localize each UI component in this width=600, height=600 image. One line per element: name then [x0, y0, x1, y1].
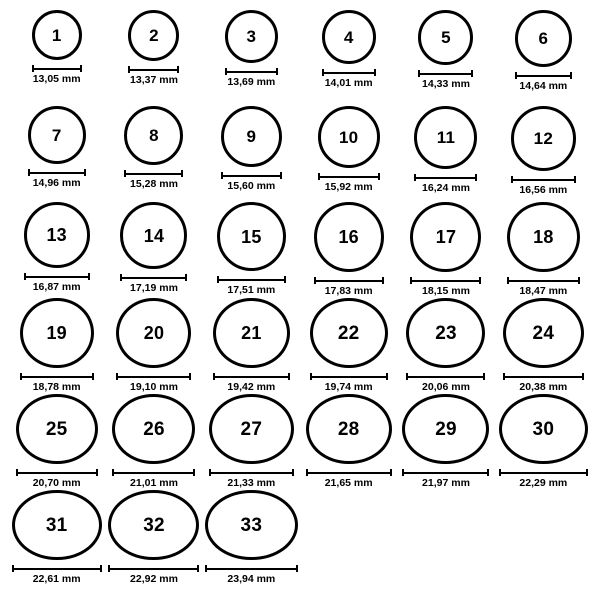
- ring-diameter-label: 22,92 mm: [130, 573, 178, 586]
- ring-size-cell: [8, 394, 105, 490]
- ring-circle: [217, 202, 286, 271]
- ring-size-number: 31: [45, 514, 68, 536]
- measure-bar-icon: [414, 174, 477, 181]
- ring-size-cell: [203, 106, 300, 202]
- ring-diameter-label: 13,37 mm: [130, 74, 178, 86]
- ring-size-cell: [300, 298, 397, 394]
- ring-diameter-label: 17,83 mm: [324, 285, 373, 297]
- measure-line: [418, 73, 473, 75]
- ring-size-number: 33: [240, 514, 263, 536]
- ring-size-number: 5: [441, 28, 451, 47]
- measure-line: [116, 376, 191, 378]
- ring-size-number: 2: [149, 26, 159, 45]
- ring-diameter-label: 22,29 mm: [519, 477, 568, 490]
- ring-measure: [28, 169, 86, 190]
- ring-circle: [318, 106, 380, 168]
- ring-diameter-label: 21,01 mm: [130, 477, 178, 490]
- ring-size-cell: [397, 394, 494, 490]
- ring-size-cell: [203, 490, 300, 586]
- ring-circle: [20, 298, 94, 368]
- ring-size-cell: [300, 10, 397, 106]
- ring-circle: [310, 298, 388, 368]
- measure-bar-icon: [116, 373, 191, 380]
- measure-line: [515, 75, 572, 77]
- ring-diameter-label: 21,65 mm: [324, 477, 373, 490]
- ring-diameter-label: 16,24 mm: [422, 182, 470, 194]
- ring-size-cell: [203, 202, 300, 298]
- ring-circle: [418, 10, 473, 65]
- measure-bar-icon: [499, 469, 588, 476]
- ring-circle: [124, 106, 183, 165]
- ring-diameter-label: 20,06 mm: [422, 381, 470, 394]
- ring-size-number: 28: [337, 418, 360, 440]
- ring-diameter-label: 21,97 mm: [422, 477, 470, 490]
- ring-measure: [217, 276, 286, 297]
- ring-size-cell: [397, 106, 494, 202]
- ring-diameter-label: 18,78 mm: [32, 381, 81, 394]
- measure-bar-icon: [322, 69, 376, 76]
- ring-circle: [221, 106, 282, 167]
- ring-size-number: 7: [51, 125, 62, 145]
- ring-size-cell: [397, 10, 494, 106]
- ring-size-cell: [8, 202, 105, 298]
- ring-circle: [402, 394, 489, 464]
- measure-line: [12, 568, 102, 570]
- ring-measure: [225, 68, 278, 89]
- measure-bar-icon: [20, 373, 94, 380]
- ring-diameter-label: 13,69 mm: [227, 76, 276, 88]
- ring-size-number: 16: [338, 227, 359, 247]
- measure-line: [205, 568, 298, 570]
- measure-line: [414, 177, 477, 179]
- ring-size-cell: [300, 106, 397, 202]
- measure-bar-icon: [108, 565, 199, 572]
- ring-size-number: 1: [51, 25, 62, 45]
- measure-bar-icon: [32, 65, 82, 72]
- ring-measure: [503, 373, 584, 394]
- ring-size-cell: [300, 202, 397, 298]
- ring-measure: [322, 69, 376, 90]
- measure-bar-icon: [410, 277, 481, 284]
- ring-size-number: 26: [143, 418, 165, 440]
- ring-size-cell: [105, 298, 202, 394]
- ring-measure: [24, 273, 90, 294]
- ring-diameter-label: 15,28 mm: [130, 178, 178, 190]
- ring-size-cell: [495, 202, 592, 298]
- ring-size-number: 21: [241, 323, 262, 344]
- ring-circle: [213, 298, 290, 368]
- measure-line: [108, 568, 199, 570]
- ring-size-number: 19: [46, 323, 67, 344]
- ring-diameter-label: 14,01 mm: [324, 77, 373, 89]
- measure-bar-icon: [128, 66, 179, 73]
- ring-measure: [414, 174, 477, 195]
- ring-measure: [402, 469, 489, 490]
- measure-line: [32, 68, 82, 70]
- measure-line: [511, 179, 576, 181]
- ring-size-number: 32: [143, 514, 165, 536]
- ring-circle: [209, 394, 294, 464]
- ring-size-number: 23: [435, 322, 457, 344]
- ring-measure: [511, 176, 576, 197]
- ring-size-number: 13: [46, 225, 67, 245]
- ring-circle: [108, 490, 199, 560]
- ring-size-number: 18: [533, 227, 554, 248]
- ring-circle: [205, 490, 298, 560]
- ring-size-cell: [300, 394, 397, 490]
- ring-measure: [306, 469, 392, 490]
- ring-measure: [314, 277, 384, 298]
- ring-size-cell: [203, 298, 300, 394]
- ring-diameter-label: 14,33 mm: [422, 78, 470, 90]
- measure-bar-icon: [213, 373, 290, 380]
- ring-size-cell: [105, 202, 202, 298]
- ring-circle: [499, 394, 588, 464]
- ring-size-number: 12: [533, 129, 553, 148]
- measure-bar-icon: [418, 70, 473, 77]
- ring-measure: [507, 277, 580, 298]
- ring-circle: [414, 106, 477, 169]
- ring-size-number: 25: [45, 418, 68, 440]
- measure-line: [402, 472, 489, 474]
- ring-measure: [124, 170, 183, 191]
- measure-line: [225, 71, 278, 73]
- ring-size-number: 10: [339, 127, 359, 147]
- measure-line: [124, 173, 183, 175]
- ring-measure: [112, 469, 195, 490]
- ring-measure: [108, 565, 199, 586]
- ring-circle: [116, 298, 191, 368]
- ring-size-cell: [105, 106, 202, 202]
- ring-size-grid: [8, 10, 592, 586]
- ring-circle: [120, 202, 187, 269]
- ring-circle: [503, 298, 584, 368]
- ring-size-cell: [8, 10, 105, 106]
- measure-bar-icon: [515, 72, 572, 79]
- measure-bar-icon: [24, 273, 90, 280]
- measure-bar-icon: [314, 277, 384, 284]
- measure-line: [128, 69, 179, 71]
- ring-size-number: 14: [143, 225, 165, 246]
- ring-size-number: 11: [436, 128, 456, 147]
- ring-measure: [12, 565, 102, 586]
- ring-size-cell: [495, 106, 592, 202]
- measure-line: [120, 277, 187, 279]
- ring-measure: [318, 173, 380, 194]
- ring-size-cell: [203, 10, 300, 106]
- measure-bar-icon: [310, 373, 388, 380]
- ring-diameter-label: 23,94 mm: [227, 573, 276, 586]
- measure-bar-icon: [306, 469, 392, 476]
- ring-size-cell: [8, 106, 105, 202]
- ring-diameter-label: 20,70 mm: [32, 477, 81, 490]
- measure-bar-icon: [507, 277, 580, 284]
- ring-diameter-label: 16,56 mm: [519, 184, 568, 196]
- ring-size-cell: [8, 490, 105, 586]
- ring-measure: [209, 469, 294, 490]
- measure-line: [112, 472, 195, 474]
- ring-measure: [120, 274, 187, 295]
- measure-bar-icon: [209, 469, 294, 476]
- ring-diameter-label: 18,15 mm: [422, 285, 470, 298]
- ring-circle: [28, 106, 86, 164]
- ring-measure: [16, 469, 98, 490]
- ring-circle: [511, 106, 576, 171]
- measure-line: [24, 276, 90, 278]
- measure-bar-icon: [503, 373, 584, 380]
- ring-circle: [406, 298, 485, 368]
- ring-measure: [418, 70, 473, 91]
- ring-circle: [16, 394, 98, 464]
- ring-circle: [32, 10, 82, 60]
- ring-size-cell: [397, 202, 494, 298]
- ring-size-cell: [495, 298, 592, 394]
- measure-line: [217, 279, 286, 281]
- ring-size-number: 3: [246, 27, 257, 46]
- ring-circle: [515, 10, 572, 67]
- ring-circle: [314, 202, 384, 272]
- ring-size-cell: [495, 10, 592, 106]
- ring-circle: [225, 10, 278, 63]
- ring-diameter-label: 14,96 mm: [32, 177, 81, 189]
- measure-bar-icon: [318, 173, 380, 180]
- measure-line: [322, 72, 376, 74]
- ring-size-number: 6: [538, 29, 549, 48]
- measure-line: [20, 376, 94, 378]
- ring-measure: [499, 469, 588, 490]
- measure-bar-icon: [221, 172, 282, 179]
- ring-circle: [128, 10, 179, 61]
- measure-line: [16, 472, 98, 474]
- measure-bar-icon: [28, 169, 86, 176]
- ring-measure: [310, 373, 388, 394]
- measure-bar-icon: [120, 274, 187, 281]
- ring-measure: [221, 172, 282, 193]
- ring-size-cell: [495, 394, 592, 490]
- measure-line: [503, 376, 584, 378]
- ring-measure: [406, 373, 485, 394]
- ring-size-number: 27: [240, 418, 263, 440]
- measure-bar-icon: [16, 469, 98, 476]
- ring-measure: [515, 72, 572, 93]
- ring-diameter-label: 18,47 mm: [519, 285, 568, 298]
- ring-size-number: 20: [143, 323, 165, 344]
- measure-bar-icon: [205, 565, 298, 572]
- ring-circle: [112, 394, 195, 464]
- ring-size-number: 30: [532, 418, 555, 440]
- measure-bar-icon: [402, 469, 489, 476]
- measure-line: [213, 376, 290, 378]
- measure-line: [314, 280, 384, 282]
- measure-line: [209, 472, 294, 474]
- ring-measure: [410, 277, 481, 298]
- measure-line: [507, 280, 580, 282]
- ring-circle: [306, 394, 392, 464]
- ring-diameter-label: 16,87 mm: [32, 281, 81, 293]
- ring-diameter-label: 22,61 mm: [32, 573, 81, 586]
- ring-circle: [410, 202, 481, 272]
- ring-diameter-label: 17,51 mm: [227, 284, 276, 296]
- ring-size-number: 24: [532, 322, 555, 344]
- ring-diameter-label: 17,19 mm: [130, 282, 178, 294]
- ring-size-number: 4: [343, 27, 354, 47]
- ring-size-cell: [397, 298, 494, 394]
- measure-line: [406, 376, 485, 378]
- measure-line: [310, 376, 388, 378]
- ring-size-number: 22: [337, 322, 360, 344]
- measure-line: [221, 175, 282, 177]
- ring-size-number: 15: [241, 226, 262, 247]
- measure-bar-icon: [112, 469, 195, 476]
- measure-bar-icon: [406, 373, 485, 380]
- ring-size-number: 17: [435, 227, 457, 248]
- ring-size-cell: [203, 394, 300, 490]
- ring-circle: [507, 202, 580, 272]
- ring-diameter-label: 13,05 mm: [32, 73, 81, 85]
- ring-size-cell: [105, 490, 202, 586]
- ring-diameter-label: 21,33 mm: [227, 477, 276, 490]
- ring-diameter-label: 20,38 mm: [519, 381, 568, 394]
- ring-size-number: 29: [435, 418, 457, 440]
- ring-size-cell: [8, 298, 105, 394]
- ring-size-cell: [105, 394, 202, 490]
- ring-diameter-label: 15,60 mm: [227, 180, 276, 192]
- measure-line: [410, 280, 481, 282]
- ring-size-number: 8: [149, 126, 159, 145]
- measure-line: [306, 472, 392, 474]
- ring-diameter-label: 15,92 mm: [324, 181, 373, 193]
- ring-diameter-label: 19,42 mm: [227, 381, 276, 394]
- measure-bar-icon: [124, 170, 183, 177]
- ring-circle: [322, 10, 376, 64]
- ring-size-number: 9: [246, 127, 257, 146]
- ring-measure: [128, 66, 179, 87]
- ring-measure: [205, 565, 298, 586]
- ring-measure: [116, 373, 191, 394]
- ring-measure: [20, 373, 94, 394]
- ring-measure: [213, 373, 290, 394]
- measure-bar-icon: [225, 68, 278, 75]
- ring-diameter-label: 19,74 mm: [324, 381, 373, 394]
- ring-diameter-label: 19,10 mm: [130, 381, 178, 394]
- measure-bar-icon: [217, 276, 286, 283]
- ring-size-cell: [105, 10, 202, 106]
- ring-circle: [24, 202, 90, 268]
- ring-diameter-label: 14,64 mm: [519, 80, 568, 92]
- measure-line: [318, 176, 380, 178]
- measure-line: [28, 172, 86, 174]
- ring-circle: [12, 490, 102, 560]
- measure-bar-icon: [511, 176, 576, 183]
- ring-measure: [32, 65, 82, 86]
- measure-bar-icon: [12, 565, 102, 572]
- measure-line: [499, 472, 588, 474]
